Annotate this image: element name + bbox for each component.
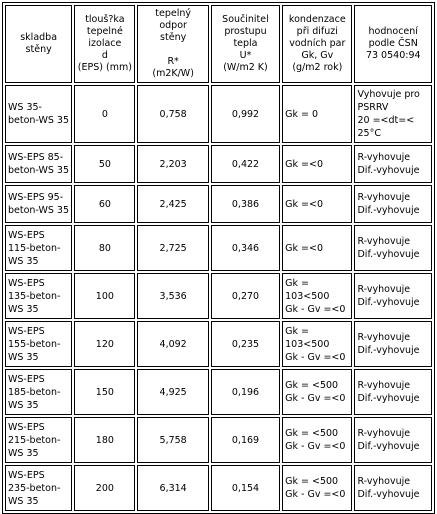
header-composition: skladba stěny (5, 5, 72, 83)
header-row (5, 5, 432, 83)
table-row (5, 369, 432, 415)
cell-resistance: 4,092 (137, 321, 208, 367)
cell-resistance: 2,725 (137, 225, 208, 271)
table-row (5, 185, 432, 223)
cell-thickness: 80 (74, 225, 135, 271)
cell-resistance: 4,925 (137, 369, 208, 415)
cell-transmittance: 0,235 (211, 321, 280, 367)
cell-condensation: Gk =<0 (282, 185, 352, 223)
table-row (5, 321, 432, 367)
cell-composition: WS-EPS 135-beton- WS 35 (5, 273, 72, 319)
cell-evaluation: R-vyhovuje Dif.-vyhovuje (354, 417, 432, 463)
table-row (5, 417, 432, 463)
table-row (5, 225, 432, 271)
cell-composition: WS 35- beton-WS 35 (5, 85, 72, 143)
cell-condensation: Gk = 0 (282, 85, 352, 143)
cell-thickness: 50 (74, 145, 135, 183)
cell-thickness: 0 (74, 85, 135, 143)
cell-transmittance: 0,422 (211, 145, 280, 183)
cell-thickness: 100 (74, 273, 135, 319)
table-body (5, 85, 432, 511)
cell-transmittance: 0,196 (211, 369, 280, 415)
cell-composition: WS-EPS 185-beton- WS 35 (5, 369, 72, 415)
cell-evaluation: R-vyhovuje Dif.-vyhovuje (354, 145, 432, 183)
header-condensation: kondenzace při difuzi vodních par Gk, Gv (g/m2 rok) (282, 5, 352, 83)
cell-thickness: 180 (74, 417, 135, 463)
cell-composition: WS-EPS 155-beton- WS 35 (5, 321, 72, 367)
cell-condensation: Gk =<0 (282, 145, 352, 183)
cell-evaluation: R-vyhovuje Dif.-vyhovuje (354, 369, 432, 415)
table-row (5, 85, 432, 143)
cell-composition: WS-EPS 85- beton-WS 35 (5, 145, 72, 183)
cell-condensation: Gk = <500 Gk - Gv =<0 (282, 369, 352, 415)
cell-transmittance: 0,154 (211, 465, 280, 511)
cell-transmittance: 0,270 (211, 273, 280, 319)
cell-evaluation: R-vyhovuje Dif.-vyhovuje (354, 321, 432, 367)
cell-resistance: 3,536 (137, 273, 208, 319)
cell-composition: WS-EPS 235-beton- WS 35 (5, 465, 72, 511)
cell-composition: WS-EPS 215-beton- WS 35 (5, 417, 72, 463)
cell-evaluation: Vyhovuje pro PSRRV 20 =<dt=< 25°C (354, 85, 432, 143)
cell-condensation: Gk = <500 Gk - Gv =<0 (282, 465, 352, 511)
cell-transmittance: 0,169 (211, 417, 280, 463)
cell-resistance: 0,758 (137, 85, 208, 143)
cell-resistance: 5,758 (137, 417, 208, 463)
cell-condensation: Gk =<0 (282, 225, 352, 271)
header-thickness: tlouš?ka tepelné izolace d (EPS) (mm) (74, 5, 135, 83)
cell-evaluation: R-vyhovuje Dif.-vyhovuje (354, 185, 432, 223)
cell-thickness: 120 (74, 321, 135, 367)
table-row (5, 145, 432, 183)
header-resistance: tepelný odpor stěny R* (m2K/W) (137, 5, 208, 83)
table-row (5, 465, 432, 511)
cell-thickness: 200 (74, 465, 135, 511)
cell-transmittance: 0,992 (211, 85, 280, 143)
cell-evaluation: R-vyhovuje Dif.-vyhovuje (354, 225, 432, 271)
cell-evaluation: R-vyhovuje Dif.-vyhovuje (354, 273, 432, 319)
header-transmittance: Součinitel prostupu tepla U* (W/m2 K) (211, 5, 280, 83)
cell-transmittance: 0,386 (211, 185, 280, 223)
cell-composition: WS-EPS 115-beton- WS 35 (5, 225, 72, 271)
table-row (5, 273, 432, 319)
cell-evaluation: R-vyhovuje Dif.-vyhovuje (354, 465, 432, 511)
cell-condensation: Gk = 103<500 Gk - Gv =<0 (282, 321, 352, 367)
cell-resistance: 2,425 (137, 185, 208, 223)
cell-condensation: Gk = 103<500 Gk - Gv =<0 (282, 273, 352, 319)
cell-condensation: Gk = <500 Gk - Gv =<0 (282, 417, 352, 463)
cell-transmittance: 0,346 (211, 225, 280, 271)
header-evaluation: hodnocení podle ČSN 73 0540:94 (354, 5, 432, 83)
cell-thickness: 60 (74, 185, 135, 223)
wall-composition-table (2, 2, 435, 514)
cell-thickness: 150 (74, 369, 135, 415)
cell-resistance: 6,314 (137, 465, 208, 511)
cell-resistance: 2,203 (137, 145, 208, 183)
cell-composition: WS-EPS 95- beton-WS 35 (5, 185, 72, 223)
